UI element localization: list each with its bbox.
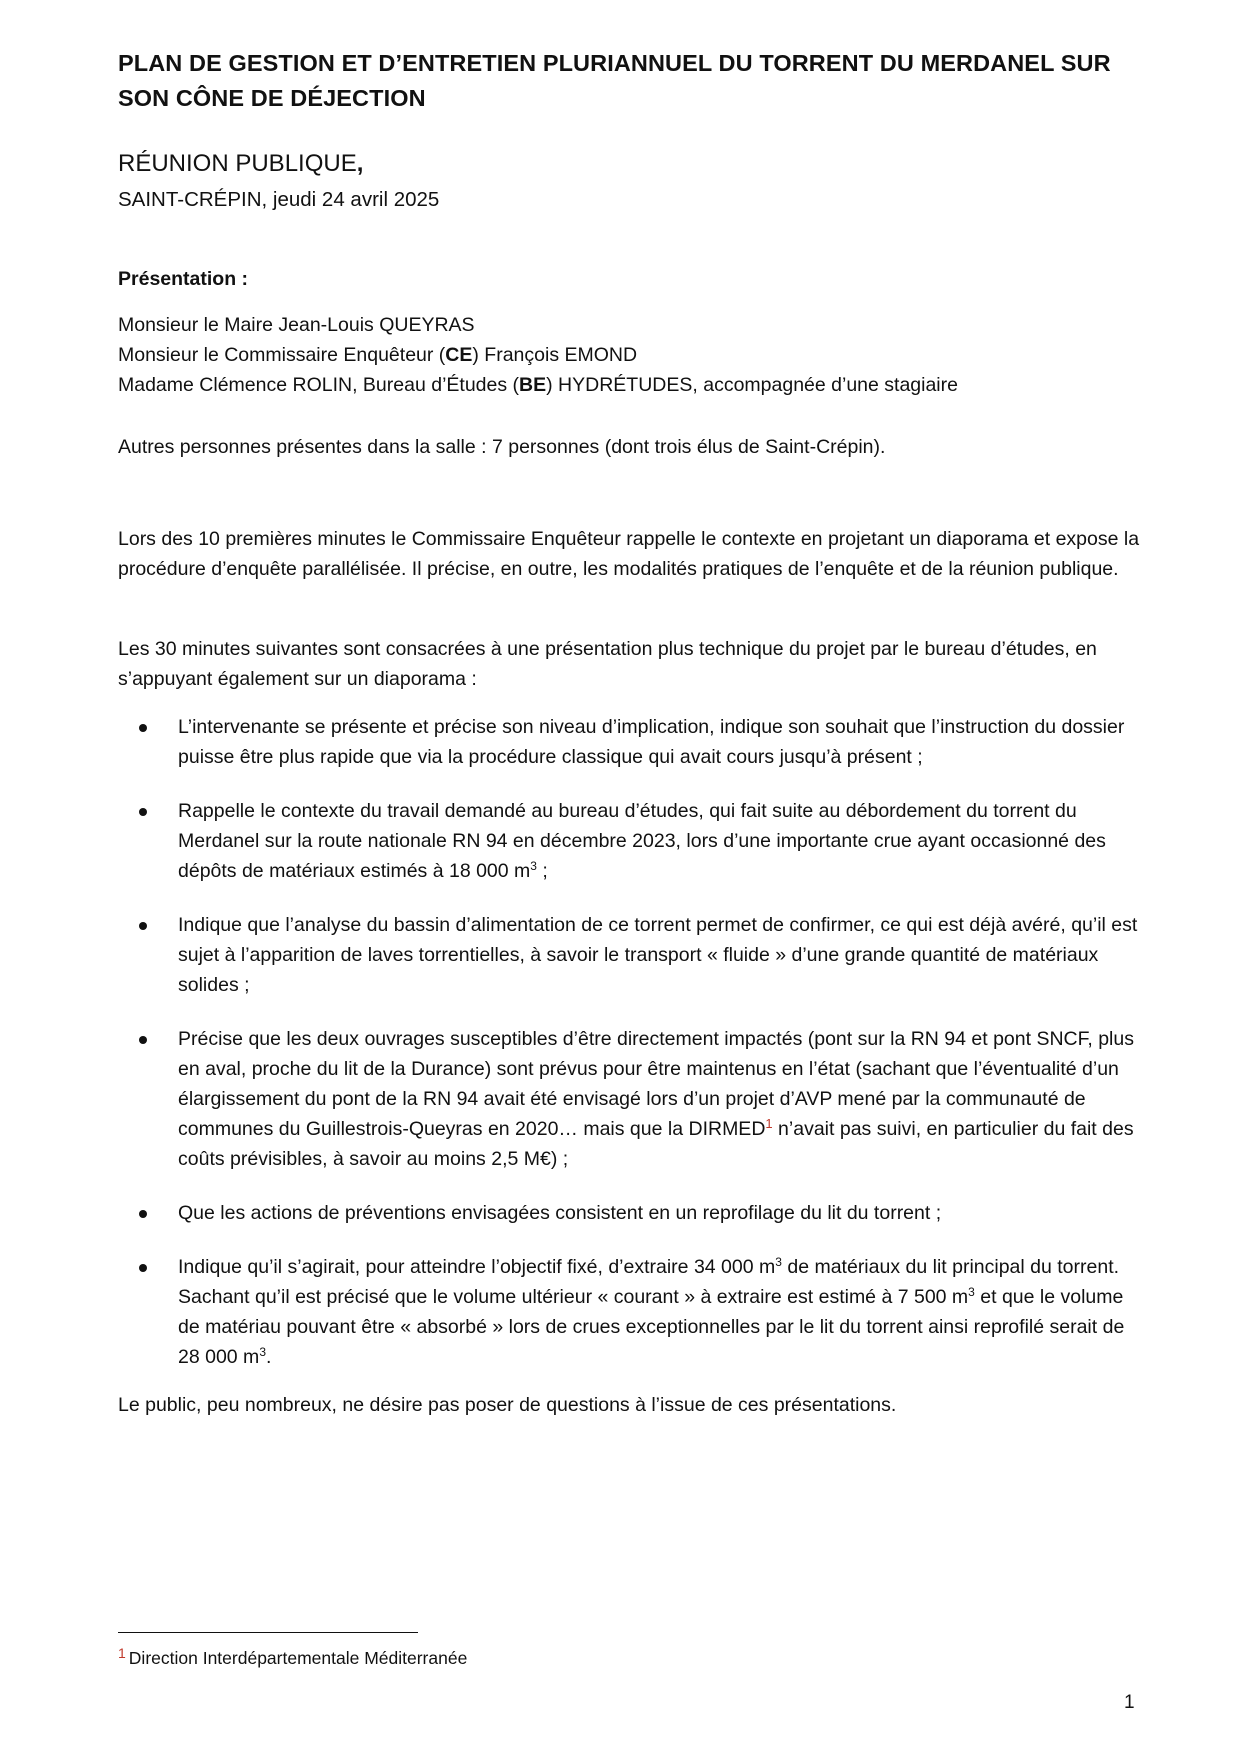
document-title: PLAN DE GESTION ET D’ENTRETIEN PLURIANNUEL DU TORRENT DU MERDANEL SUR SON CÔNE DE DÉJECTION: [118, 50, 1111, 111]
bullet-text-1: L’intervenante se présente et précise son niveau d’implication, indique son souhait que l’instruction du dossier puisse être plus rapide que via la procédure classique qui avait cours jusqu’à présent ;: [178, 716, 1125, 768]
attendee-commissioner-prefix: Monsieur le Commissaire Enquêteur (: [118, 344, 446, 366]
bullet-text-6b: de matériaux du lit principal du torrent. Sachant qu’il est précisé que le volume ultérieur « courant » à extraire est estimé à 7 500 m: [178, 1256, 1120, 1308]
attendee-commissioner-abbr: CE: [445, 344, 473, 366]
list-item: [118, 1024, 1148, 1174]
bullet-icon: [139, 1210, 147, 1218]
footnote-divider: [118, 1632, 418, 1633]
bullet-text-5: Que les actions de préventions envisagées consistent en un reprofilage du lit du torrent ;: [178, 1202, 942, 1224]
footnote-mark: 1: [118, 1645, 126, 1661]
bullet-text-2b: ;: [536, 860, 548, 882]
bullet-text-6a: Indique qu’il s’agirait, pour atteindre l’objectif fixé, d’extraire 34 000 m: [178, 1256, 776, 1278]
meeting-type-label: RÉUNION PUBLIQUE: [118, 150, 357, 177]
bullet-6-superscript-3: 3: [259, 1345, 266, 1359]
list-item: [118, 712, 1148, 772]
bullet-text-4b: n’avait pas suivi, en particulier du fait des coûts prévisibles, à savoir au moins 2,5 M€) ;: [178, 1118, 1134, 1170]
presentation-heading: Présentation :: [118, 268, 249, 290]
list-item: [118, 796, 1148, 886]
bullet-icon: [139, 922, 147, 930]
meeting-type-comma: ,: [356, 150, 364, 177]
bullet-icon: [139, 724, 147, 732]
footnote: [118, 1646, 467, 1670]
bullet-text-2a: Rappelle le contexte du travail demandé au bureau d’études, qui fait suite au débordement du torrent du Merdanel sur la route nationale RN 94 en décembre 2023, lors d’une importante crue ayant occasionné des dépôts de matériaux estimés à 18 000 m: [178, 800, 1106, 882]
bullet-text-6d: .: [266, 1346, 272, 1368]
bullet-text-4a: Précise que les deux ouvrages susceptibles d’être directement impactés (pont sur la RN 94 et pont SNCF, plus en aval, proche du lit de la Durance) sont prévus pour être maintenus en l’état (sachant que l’éventualité d’un élargissement du pont de la RN 94 avait été envisagé lors d’un projet d’AVP mené par la communauté de communes du Guillestrois-Queyras en 2020… mais que la DIRMED: [178, 1028, 1134, 1140]
other-attendees: Autres personnes présentes dans la salle : 7 personnes (dont trois élus de Saint-Crépin).: [118, 436, 886, 458]
attendees-list: [118, 310, 1148, 400]
footnote-text: Direction Interdépartementale Méditerranée: [128, 1648, 468, 1668]
list-item: [118, 1198, 1148, 1228]
attendee-bureau-abbr: BE: [519, 374, 547, 396]
attendee-commissioner-suffix: ) François EMOND: [472, 344, 638, 366]
list-item: [118, 910, 1148, 1000]
attendee-bureau-prefix: Madame Clémence ROLIN, Bureau d’Études (: [118, 374, 520, 396]
bullet-icon: [139, 1264, 147, 1272]
footnote-reference-link[interactable]: 1: [765, 1116, 773, 1131]
page-number: 1: [1124, 1692, 1135, 1713]
bullet-icon: [139, 1036, 147, 1044]
intro-paragraph-1: Lors des 10 premières minutes le Commissaire Enquêteur rappelle le contexte en projetant un diaporama et expose la procédure d’enquête parallélisée. Il précise, en outre, les modalités pratiques de l’enquête et de la réunion publique.: [118, 528, 1140, 580]
attendee-mayor: Monsieur le Maire Jean-Louis QUEYRAS: [118, 314, 475, 336]
bullet-2-superscript: 3: [530, 859, 537, 873]
meeting-type: [118, 148, 363, 180]
bullet-6-superscript-1: 3: [775, 1255, 782, 1269]
intro-paragraph-2: Les 30 minutes suivantes sont consacrées à une présentation plus technique du projet par le bureau d’études, en s’appuyant également sur un diaporama :: [118, 638, 1097, 690]
attendee-bureau: [118, 370, 1148, 400]
attendee-commissioner: [118, 340, 1148, 370]
bullet-text-3: Indique que l’analyse du bassin d’alimentation de ce torrent permet de confirmer, ce qui est déjà avéré, qu’il est sujet à l’apparition de laves torrentielles, à savoir le transport « fluide » d’une grande quantité de matériaux solides ;: [178, 914, 1138, 996]
meeting-place-date: SAINT-CRÉPIN, jeudi 24 avril 2025: [118, 188, 440, 211]
bullet-6-superscript-2: 3: [968, 1285, 975, 1299]
bullet-text-6c: et que le volume de matériau pouvant être « absorbé » lors de crues exceptionnelles par le lit du torrent ainsi reprofilé serait de 28 000 m: [178, 1286, 1125, 1368]
attendee-bureau-suffix: ) HYDRÉTUDES, accompagnée d’une stagiaire: [546, 374, 958, 396]
bullet-icon: [139, 808, 147, 816]
list-item: [118, 1252, 1148, 1372]
closing-paragraph: Le public, peu nombreux, ne désire pas poser de questions à l’issue de ces présentations.: [118, 1394, 897, 1416]
bullet-list: [118, 712, 1148, 1396]
